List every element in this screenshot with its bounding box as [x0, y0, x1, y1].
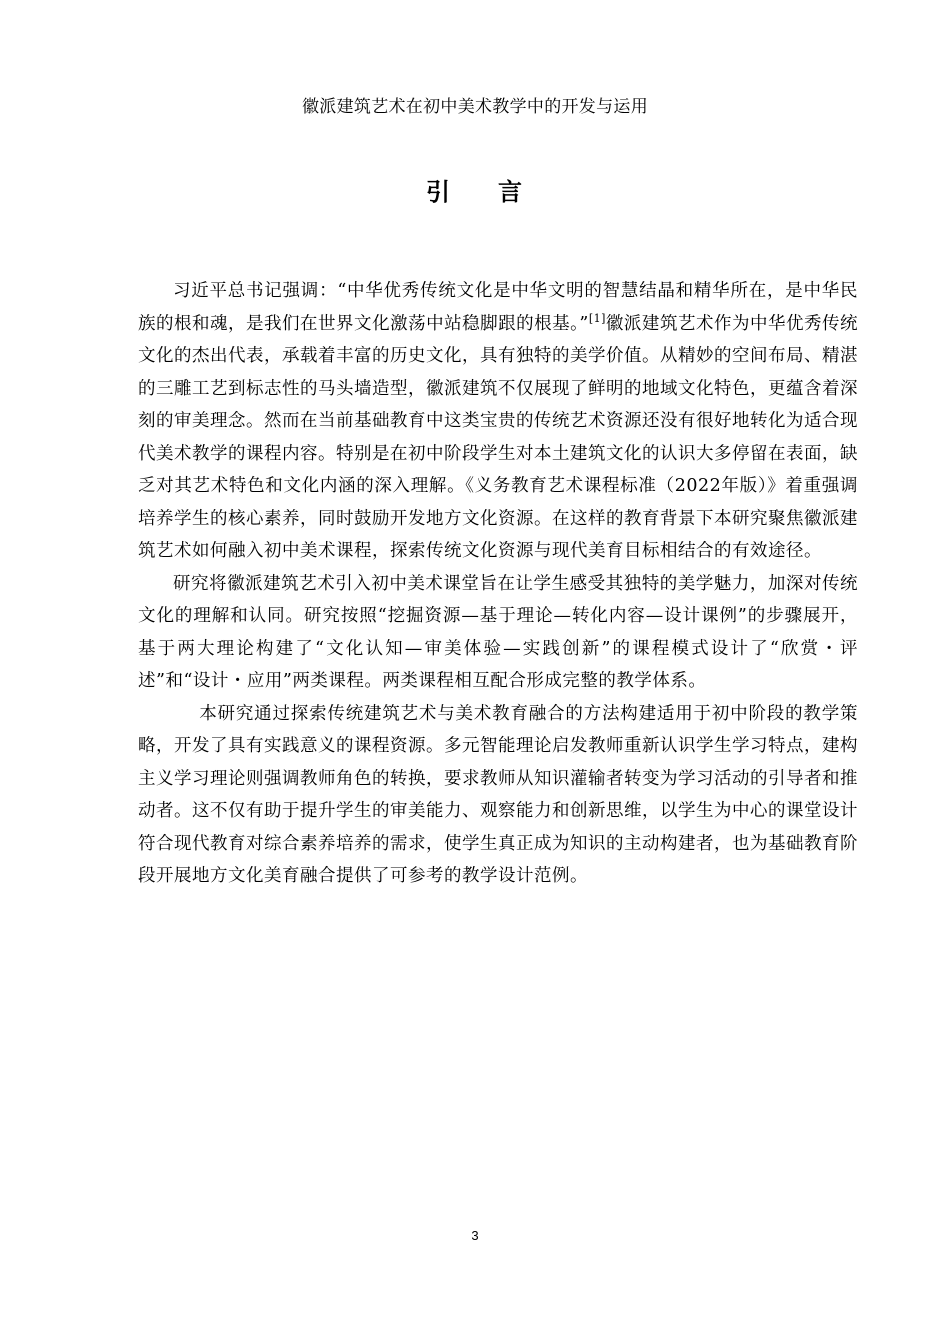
paragraph-1 — [138, 275, 858, 568]
chapter-title-char-1: 引 — [426, 177, 452, 206]
running-header: 徽派建筑艺术在初中美术教学中的开发与运用 — [302, 97, 648, 117]
body-text — [138, 275, 858, 893]
citation-marker: [1] — [588, 311, 606, 325]
paragraph-2: 研究将徽派建筑艺术引入初中美术课堂旨在让学生感受其独特的美学魅力，加深对传统文化的理解和认同。研究按照“挖掘资源—基于理论—转化内容—设计课例”的步骤展开，基于两大理论构建了“文化认知—审美体验—实践创新”的课程模式设计了“欣赏・评述”和“设计・应用”两类课程。两类课程相互配合形成完整的教学体系。 — [138, 573, 858, 691]
paragraph-1-quote: 习近平总书记强调：“中华优秀传统文化是中华文明的智慧结晶和精华所在，是中华民族的根和魂，是我们在世界文化激荡中站稳脚跟的根基。” — [138, 281, 858, 334]
chapter-title-char-2: 言 — [498, 177, 524, 206]
chapter-title — [0, 172, 950, 207]
paragraph-3: 本研究通过探索传统建筑艺术与美术教育融合的方法构建适用于初中阶段的教学策略，开发了具有实践意义的课程资源。多元智能理论启发教师重新认识学生学习特点，建构主义学习理论则强调教师角色的转换，要求教师从知识灌输者转变为学习活动的引导者和推动者。这不仅有助于提升学生的审美能力、观察能力和创新思维，以学生为中心的课堂设计符合现代教育对综合素养培养的需求，使学生真正成为知识的主动构建者，也为基础教育阶段开展地方文化美育融合提供了可参考的教学设计范例。 — [138, 703, 858, 886]
paragraph-1-body: 徽派建筑艺术作为中华优秀传统文化的杰出代表，承载着丰富的历史文化，具有独特的美学价值。从精妙的空间布局、精湛的三雕工艺到标志性的马头墙造型，徽派建筑不仅展现了鲜明的地域文化特色，更蕴含着深刻的审美理念。然而在当前基础教育中这类宝贵的传统艺术资源还没有很好地转化为适合现代美术教学的课程内容。特别是在初中阶段学生对本土建筑文化的认识大多停留在表面，缺乏对其艺术特色和文化内涵的深入理解。《义务教育艺术课程标准（2022年版）》着重强调培养学生的核心素养，同时鼓励开发地方文化资源。在这样的教育背景下本研究聚焦徽派建筑艺术如何融入初中美术课程，探索传统文化资源与现代美育目标相结合的有效途径。 — [138, 313, 858, 561]
page-number: 3 — [471, 1228, 479, 1243]
